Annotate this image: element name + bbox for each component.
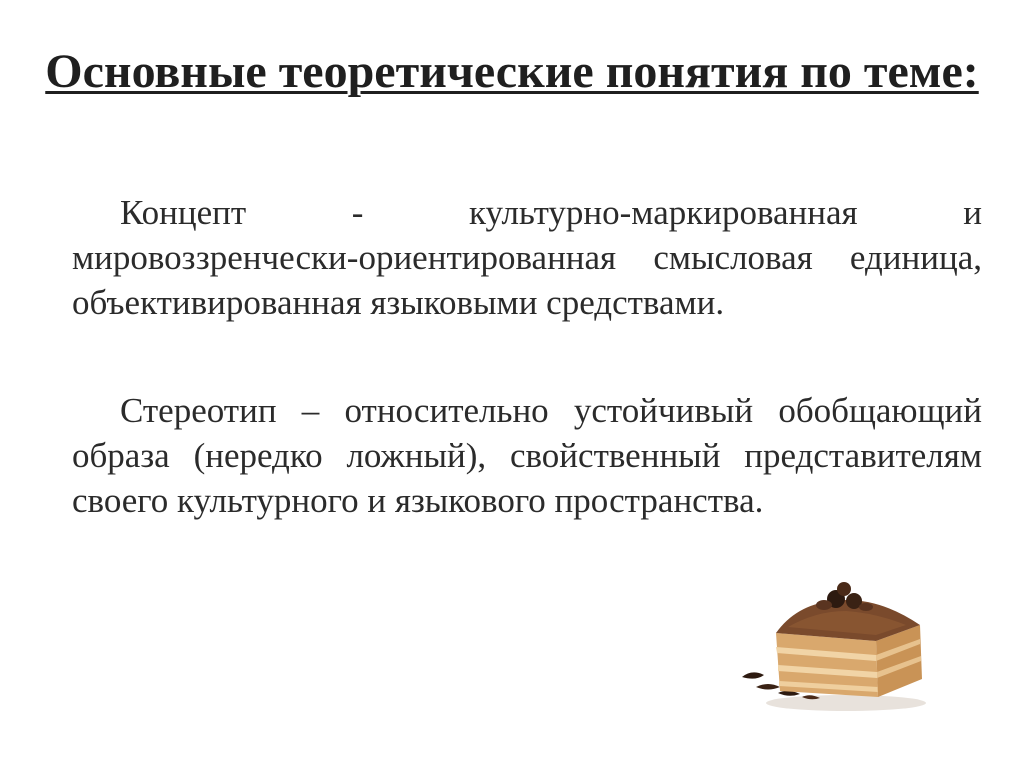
- chocolate-shaving: [756, 684, 780, 690]
- paragraph-stereotype: Стереотип – относительно устойчивый обобщающий образа (нередко ложный), свойственный представителям своего культурного и языкового пространства.: [72, 391, 982, 520]
- slide-title: Основные теоретические понятия по теме:: [45, 45, 979, 98]
- cake-image: [736, 575, 936, 715]
- cake-shadow: [766, 695, 926, 711]
- paragraph-concept: Концепт - культурно-маркированная и мировоззренчески-ориентированная смысловая единица, объективированная языковыми средствами.: [72, 193, 982, 322]
- chocolate-shaving: [742, 672, 764, 678]
